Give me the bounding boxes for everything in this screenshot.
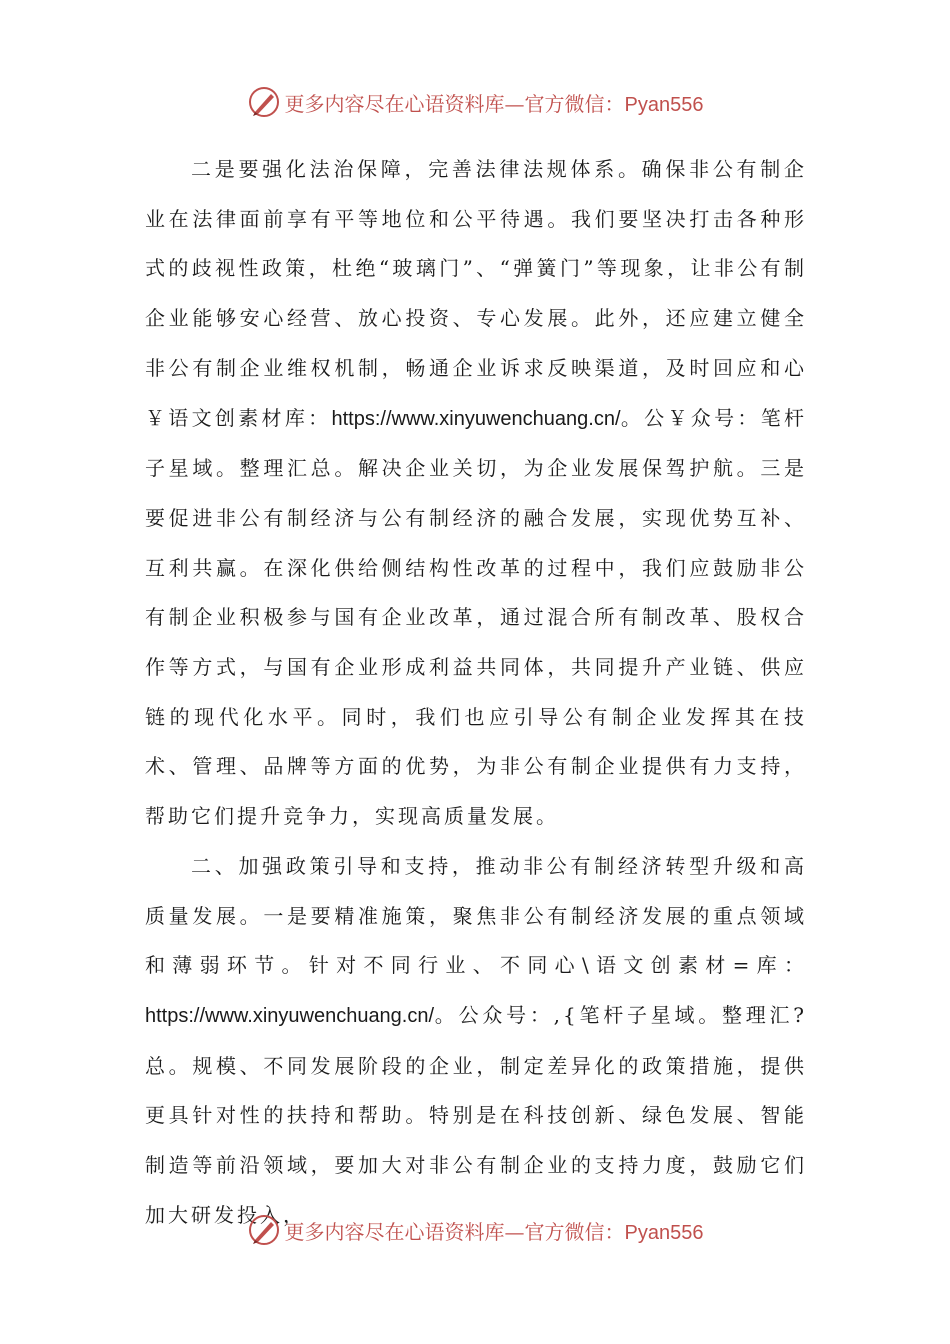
banner-wechat-label: 官方微信： [524,1219,625,1244]
banner-wechat-label: 官方微信： [524,91,625,116]
pen-logo-icon [247,1213,281,1247]
document-body [145,145,807,1240]
paragraph-2-text-b: 。公众号：,{笔杆子星域。整理汇?总。规模、不同发展阶段的企业，制定差异化的政策措施，提供更具针对性的扶持和帮助。特别是在科技创新、绿色发展、智能制造等前沿领域，要加大对非公有制企业的支持力度，鼓励它们加大研发投入， [145,1002,807,1227]
paragraph-2-text-a: 二、加强政策引导和支持，推动非公有制经济转型升级和高质量发展。一是要精准施策，聚焦非公有制经济发展的重点领域和薄弱环节。针对不同行业、不同心\语文创素材=库： [145,853,807,978]
paragraph-2 [145,842,807,1241]
paragraph-1-url: https://www.xinyuwenchuang.cn/ [331,407,621,430]
banner-wechat-id: Pyan556 [624,1221,704,1244]
paragraph-1-text-b: 。公￥众号：笔杆子星域。整理汇总。解决企业关切，为企业发展保驾护航。三是要促进非公有制经济与公有制经济的融合发展，实现优势互补、互利共赢。在深化供给侧结构性改革的过程中，我们应鼓励非公有制企业积极参与国有企业改革，通过混合所有制改革、股权合作等方式，与国有企业形成利益共同体，共同提升产业链、供应链的现代化水平。同时，我们也应引导公有制企业发挥其在技术、管理、品牌等方面的优势，为非公有制企业提供有力支持，帮助它们提升竞争力，实现高质量发展。 [145,405,808,829]
banner-text [285,1216,704,1245]
paragraph-2-url: https://www.xinyuwenchuang.cn/ [145,1004,435,1027]
paragraph-1 [145,145,807,842]
banner-main: 更多内容尽在心语资料库 [284,1219,505,1244]
banner-wechat-id: Pyan556 [624,93,704,116]
pen-logo-icon [247,85,281,119]
footer-banner [0,1210,950,1250]
header-banner [0,82,950,122]
banner-main: 更多内容尽在心语资料库 [284,91,505,116]
paragraph-1-text-a: 二是要强化法治保障，完善法律法规体系。确保非公有制企业在法律面前享有平等地位和公平待遇。我们要坚决打击各种形式的歧视性政策，杜绝“玻璃门”、“弹簧门”等现象，让非公有制企业能够安心经营、放心投资、专心发展。此外，还应建立健全非公有制企业维权机制，畅通企业诉求反映渠道，及时回应和心￥语文创素材库： [145,157,807,430]
banner-separator: — [504,91,525,116]
banner-text [285,88,704,117]
banner-separator: — [504,1219,525,1244]
